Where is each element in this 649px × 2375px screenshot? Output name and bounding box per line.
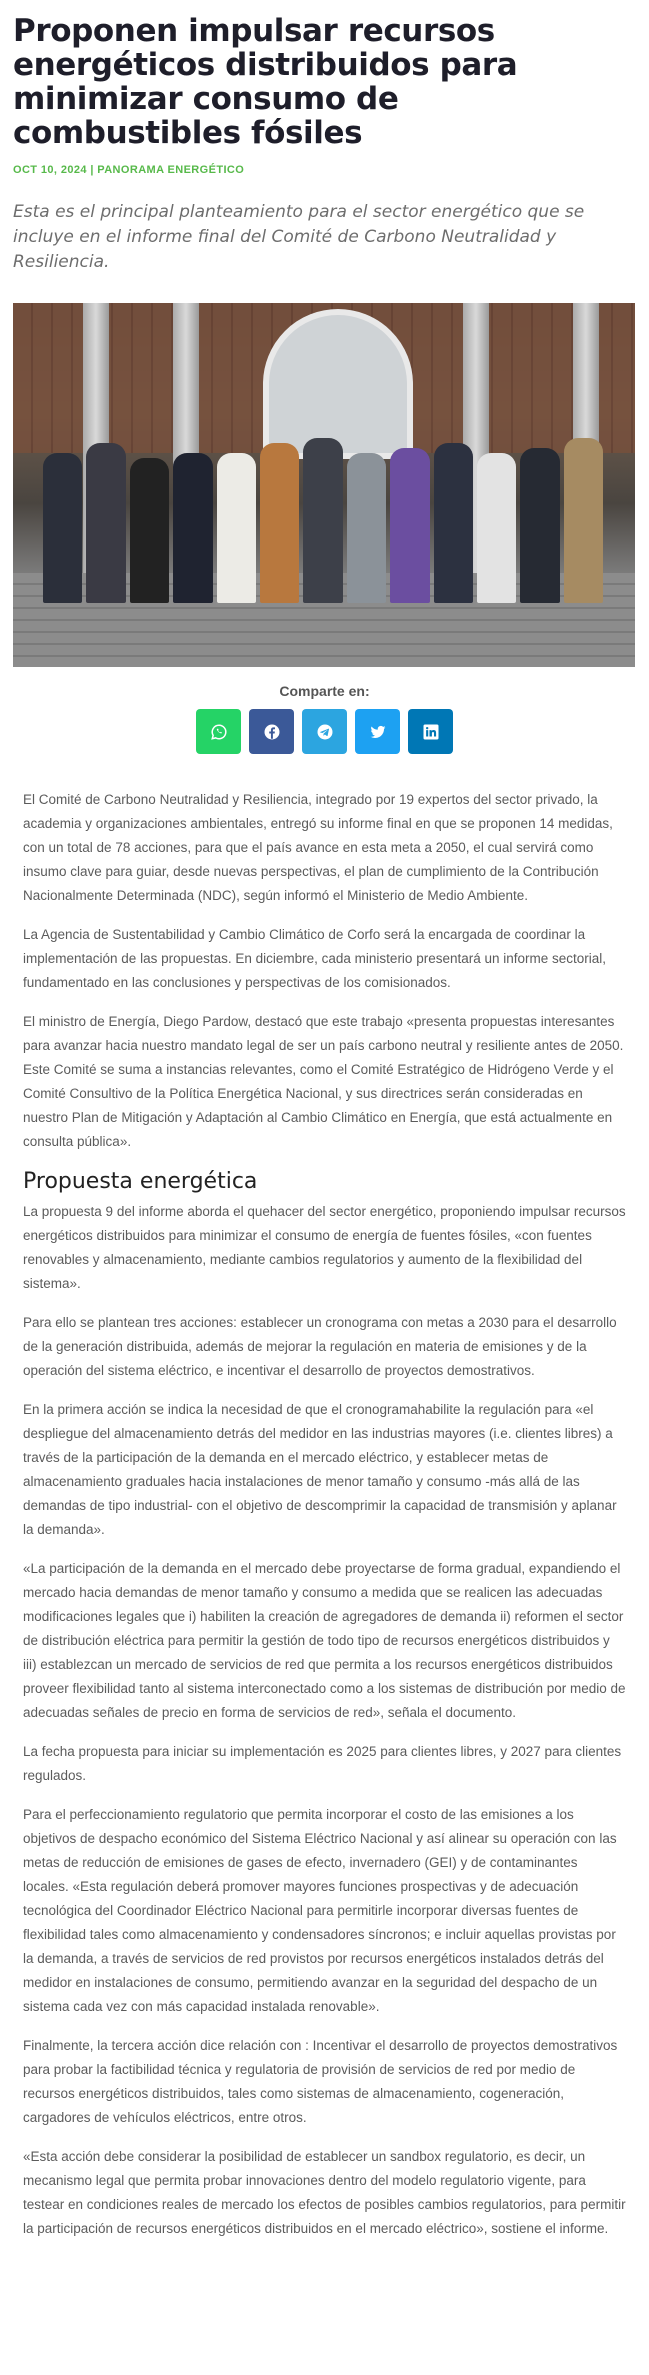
paragraph: La fecha propuesta para iniciar su implementación es 2025 para clientes libres, y 2027 para clientes regulados. [23,1744,622,1783]
linkedin-share-button[interactable] [408,709,453,754]
photo-group-of-people [43,403,603,603]
paragraph: La propuesta 9 del informe aborda el quehacer del sector energético, proponiendo impulsar recursos energéticos distribuidos para minimizar el consumo de energía de fuentes fósiles, «con fuentes renovables y almacenamiento, mediante cambios regulatorios y aumento de la flexibilidad del sistema». [23,1204,626,1291]
share-buttons [13,709,636,754]
section-heading: Propuesta energética [23,1169,258,1194]
article-title: Proponen impulsar recursos energéticos distribuidos para minimizar consumo de combustibles fósiles [13,13,518,151]
paragraph: Para ello se plantean tres acciones: establecer un cronograma con metas a 2030 para el desarrollo de la generación distribuida, además de mejorar la regulación en materia de emisiones y de la operación del sistema eléctrico, e incentivar el desarrollo de proyectos demostrativos. [23,1315,617,1378]
whatsapp-share-button[interactable] [196,709,241,754]
twitter-icon [369,723,387,741]
paragraph: Para el perfeccionamiento regulatorio que permita incorporar el costo de las emisiones a los objetivos de despacho económico del Sistema Eléctrico Nacional y así alinear su operación con las metas de reducción de emisiones de gases de efecto, invernadero (GEI) y de contaminantes locales. «Esta regulación deberá promover mayores funciones prospectivas y de adecuación tecnológica del Coordinador Eléctrico Nacional para permitirle incorporar diversas fuentes de flexibilidad tales como almacenamiento y condensadores síncronos; e incluir aquellas provistas por la demanda, a través de servicios de red provistos por recursos energéticos instalados detrás del medidor en instalaciones de consumo, permitiendo avanzar en la seguridad del despacho de un sistema cada vez con más capacidad instalada renovable». [23,1807,617,2014]
article-lead: Esta es el principal planteamiento para el sector energético que se incluye en el informe final del Comité de Carbono Neutralidad y Resiliencia. [13,202,585,272]
paragraph: El ministro de Energía, Diego Pardow, destacó que este trabajo «presenta propuestas interesantes para avanzar hacia nuestro mandato legal de ser un país carbono neutral y resiliente antes de 2050. Este Comité se suma a instancias relevantes, como el Comité Estratégico de Hidrógeno Verde y el Comité Consultivo de la Política Energética Nacional, y sus directrices serán consideradas en nuestro Plan de Mitigación y Adaptación al Cambio Climático en Energía, que está actualmente en consulta pública». [23,1014,624,1149]
article-body [13,788,636,2241]
telegram-share-button[interactable] [302,709,347,754]
paragraph: «La participación de la demanda en el mercado debe proyectarse de forma gradual, expandiendo el mercado hacia demandas de menor tamaño y consumo a medida que se realicen las adecuadas modificaciones legales que i) habiliten la creación de agregadores de demanda ii) reformen el sector de distribución eléctrica para permitir la gestión de todo tipo de recursos energéticos distribuidos y iii) establezcan un mercado de servicios de red que permita a los recursos energéticos distribuidos proveer flexibilidad tanto al sistema interconectado como a los sistemas de distribución por medio de adecuadas señales de precio en forma de servicios de red», señala el documento. [23,1561,626,1720]
share-label: Comparte en: [279,683,370,699]
article-meta[interactable]: OCT 10, 2024 | PANORAMA ENERGÉTICO [13,164,245,176]
paragraph: Finalmente, la tercera acción dice relación con : Incentivar el desarrollo de proyectos demostrativos para probar la factibilidad técnica y regulatoria de provisión de servicios de red por medio de recursos energéticos distribuidos, tales como sistemas de almacenamiento, cogeneración, cargadores de vehículos eléctricos, entre otros. [23,2038,618,2125]
paragraph: En la primera acción se indica la necesidad de que el cronogramahabilite la regulación para «el despliegue del almacenamiento detrás del medidor en las industrias mayores (i.e. clientes libres) a través de la participación de la demanda en el mercado eléctrico, y establecer metas de almacenamiento graduales hacia instalaciones de menor tamaño y consumo -más allá de las demandas de tipo industrial- con el objetivo de descomprimir la capacidad de transmisión y aplanar la demanda». [23,1402,617,1537]
facebook-icon [263,723,281,741]
whatsapp-icon [210,723,228,741]
twitter-share-button[interactable] [355,709,400,754]
paragraph: «Esta acción debe considerar la posibilidad de establecer un sandbox regulatorio, es decir, un mecanismo legal que permita probar innovaciones dentro del modelo regulatorio vigente, para testear en condiciones reales de mercado los efectos de posibles cambios regulatorios, para permitir la participación de recursos energéticos distribuidos en el mercado eléctrico», sostiene el informe. [23,2149,626,2236]
telegram-icon [316,723,334,741]
linkedin-icon [422,723,440,741]
facebook-share-button[interactable] [249,709,294,754]
paragraph: La Agencia de Sustentabilidad y Cambio Climático de Corfo será la encargada de coordinar la implementación de las propuestas. En diciembre, cada ministerio presentará un informe sectorial, fundamentado en las conclusiones y perspectivas de los comisionados. [23,927,607,990]
featured-photo [13,303,635,667]
paragraph: El Comité de Carbono Neutralidad y Resiliencia, integrado por 19 expertos del sector privado, la academia y organizaciones ambientales, entregó su informe final en que se proponen 14 medidas, con un total de 78 acciones, para que el país avance en esta meta a 2050, el cual servirá como insumo clave para guiar, desde nuevas perspectivas, el plan de cumplimiento de la Contribución Nacionalmente Determinada (NDC), según informó el Ministerio de Medio Ambiente. [23,792,613,903]
